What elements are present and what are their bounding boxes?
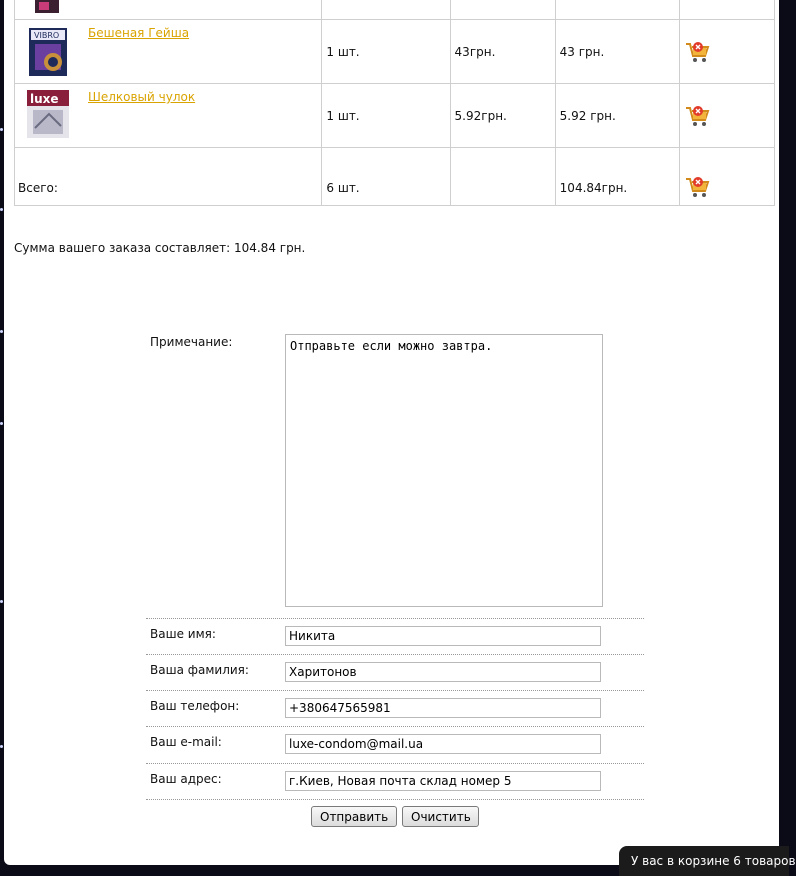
remove-from-cart-icon[interactable] xyxy=(684,40,710,64)
remove-cell xyxy=(679,84,774,148)
address-label: Ваш адрес: xyxy=(150,772,222,786)
total-cell: 43 грн. xyxy=(555,20,679,84)
form-row-note xyxy=(146,327,644,619)
form-row-address xyxy=(146,764,644,800)
cart-table xyxy=(14,0,775,206)
note-label: Примечание: xyxy=(150,335,233,349)
total-cell: 5.92 грн. xyxy=(555,84,679,148)
reset-button[interactable]: Очистить xyxy=(402,806,479,827)
background-star xyxy=(0,422,3,425)
phone-label: Ваш телефон: xyxy=(150,699,240,713)
background-star xyxy=(0,745,3,748)
table-row xyxy=(15,20,775,84)
note-textarea[interactable] xyxy=(285,334,603,607)
page-content xyxy=(4,0,779,865)
product-link[interactable]: Шелковый чулок xyxy=(88,90,196,104)
svg-text:luxe: luxe xyxy=(30,92,59,106)
background-star xyxy=(0,600,3,603)
form-row-name xyxy=(146,619,644,655)
order-summary: Сумма вашего заказа составляет: 104.84 грн. xyxy=(14,241,306,255)
form-row-email xyxy=(146,727,644,764)
product-thumbnail xyxy=(25,26,71,78)
product-link[interactable]: Бешеная Гейша xyxy=(88,26,190,40)
totals-label: Всего: xyxy=(15,148,322,206)
product-thumbnail xyxy=(25,0,71,14)
surname-input[interactable] xyxy=(285,662,601,682)
name-label: Ваше имя: xyxy=(150,627,216,641)
form-row-surname xyxy=(146,655,644,691)
background-star xyxy=(0,330,3,333)
svg-text:VIBRO: VIBRO xyxy=(34,31,60,40)
remove-cell xyxy=(679,148,774,206)
name-input[interactable] xyxy=(285,626,601,646)
product-thumbnail xyxy=(25,88,71,140)
email-input[interactable] xyxy=(285,734,601,754)
product-cell xyxy=(15,20,322,84)
price-cell: 43грн. xyxy=(450,20,555,84)
order-form xyxy=(146,327,644,800)
email-label: Ваш e-mail: xyxy=(150,735,222,749)
cart-status-tab[interactable]: У вас в корзине 6 товаров xyxy=(619,846,789,876)
totals-row xyxy=(15,148,775,206)
form-row-phone xyxy=(146,691,644,727)
price-cell: 5.92грн. xyxy=(450,84,555,148)
product-cell xyxy=(15,0,322,20)
totals-quantity: 6 шт. xyxy=(322,148,450,206)
submit-button[interactable]: Отправить xyxy=(311,806,397,827)
remove-from-cart-icon[interactable] xyxy=(684,104,710,128)
product-cell xyxy=(15,84,322,148)
clear-cart-icon[interactable] xyxy=(684,175,710,199)
remove-cell xyxy=(679,20,774,84)
surname-label: Ваша фамилия: xyxy=(150,663,249,677)
table-row xyxy=(15,0,775,20)
totals-sum: 104.84грн. xyxy=(555,148,679,206)
table-row xyxy=(15,84,775,148)
quantity-cell: 1 шт. xyxy=(322,20,450,84)
background-star xyxy=(0,128,3,131)
background-star xyxy=(0,208,3,211)
address-input[interactable] xyxy=(285,771,601,791)
phone-input[interactable] xyxy=(285,698,601,718)
quantity-cell: 1 шт. xyxy=(322,84,450,148)
